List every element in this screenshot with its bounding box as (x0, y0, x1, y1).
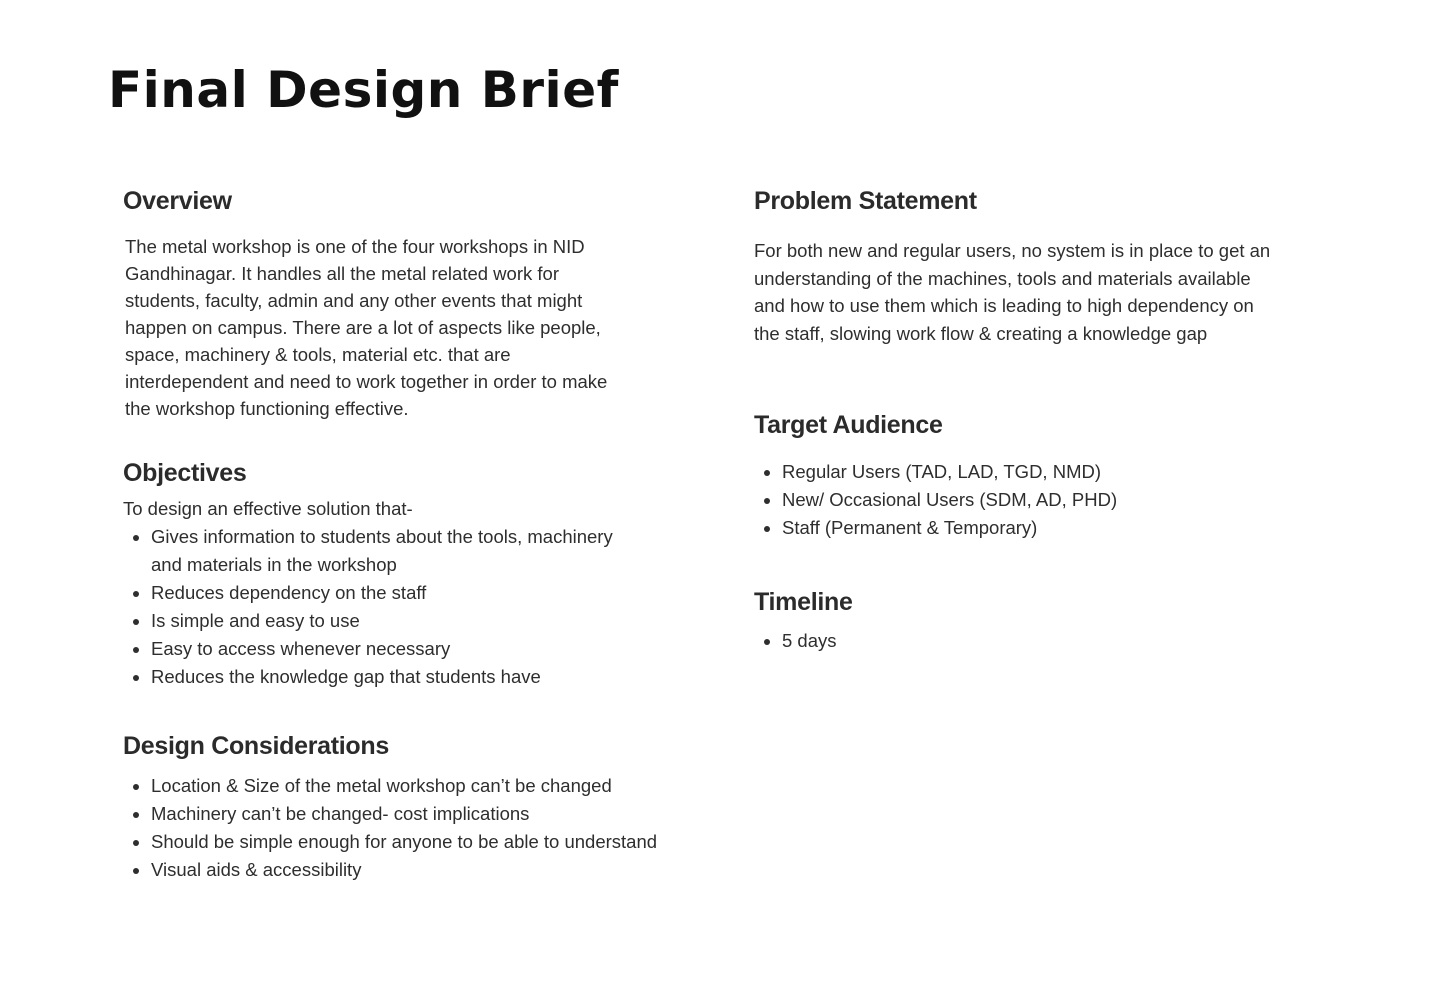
overview-section (123, 186, 623, 422)
design-considerations-heading: Design Considerations (123, 732, 389, 760)
overview-heading: Overview (123, 187, 232, 215)
list-item: • Should be simple enough for anyone to be able to understand (151, 828, 663, 856)
list-item: • Machinery can’t be changed- cost implications (151, 800, 663, 828)
timeline-heading: Timeline (754, 588, 853, 616)
problem-statement-heading: Problem Statement (754, 187, 977, 215)
list-item: • Reduces dependency on the staff (151, 579, 643, 607)
design-considerations-list (123, 772, 663, 884)
list-item: • Location & Size of the metal workshop can’t be changed (151, 772, 663, 800)
target-audience-heading: Target Audience (754, 411, 943, 439)
list-item: • Is simple and easy to use (151, 607, 643, 635)
problem-statement-body: For both new and regular users, no system is in place to get an understanding of the machines, tools and materials available and how to use them which is leading to high dependency on the staff, slowing work flow & creating a knowledge gap (754, 240, 1271, 344)
timeline-section (754, 587, 1274, 655)
list-item: • 5 days (782, 627, 1274, 655)
list-item: • Regular Users (TAD, LAD, TGD, NMD) (782, 458, 1274, 486)
problem-statement-section (754, 186, 1274, 347)
design-considerations-section (123, 731, 663, 884)
timeline-list (754, 627, 1274, 655)
objectives-section (123, 458, 643, 691)
page-title: Final Design Brief (108, 61, 619, 119)
objectives-intro: To design an effective solution that- (123, 498, 413, 519)
list-item: • Staff (Permanent & Temporary) (782, 514, 1274, 542)
objectives-list (123, 523, 643, 691)
list-item: • New/ Occasional Users (SDM, AD, PHD) (782, 486, 1274, 514)
objectives-heading: Objectives (123, 459, 247, 487)
target-audience-section (754, 410, 1274, 542)
overview-body: The metal workshop is one of the four workshops in NID Gandhinagar. It handles all the metal related work for students, faculty, admin and any other events that might happen on campus. There are a lot of aspects like people, space, machinery & tools, material etc. that are interdependent and need to work together in order to make the workshop functioning effective. (125, 236, 608, 419)
list-item: • Easy to access whenever necessary (151, 635, 643, 663)
target-audience-list (754, 458, 1274, 542)
list-item: • Reduces the knowledge gap that students have (151, 663, 643, 691)
list-item: • Visual aids & accessibility (151, 856, 663, 884)
list-item: • Gives information to students about the tools, machinery and materials in the workshop (151, 523, 643, 579)
